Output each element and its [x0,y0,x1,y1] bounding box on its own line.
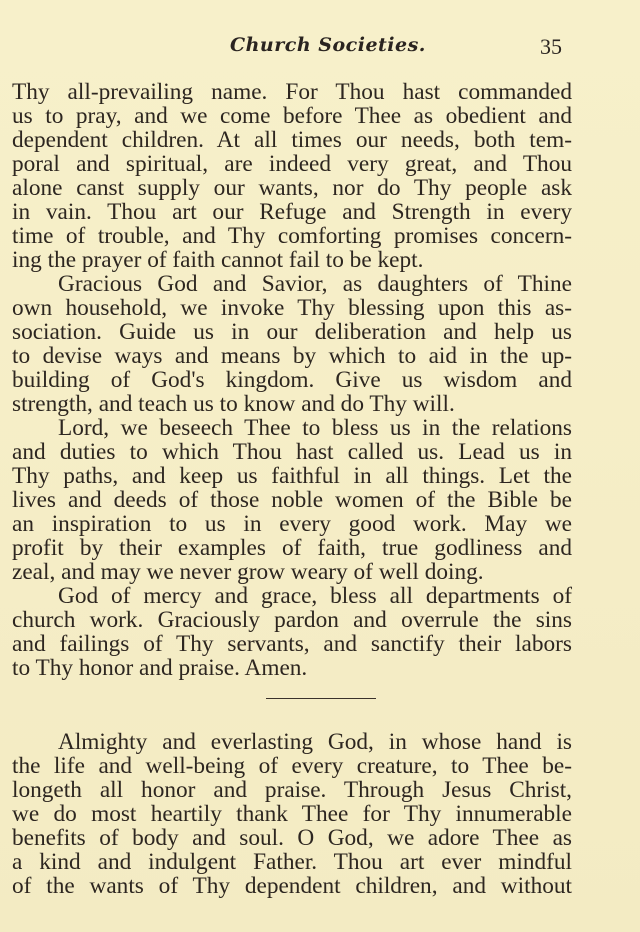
text-line: benefits of body and soul. O God, we adore Thee as [12,825,572,851]
text-line: to devise ways and means by which to aid in the up- [12,343,572,369]
text-line: lives and deeds of those noble women of the Bible be [12,487,572,513]
text-line: profit by their examples of faith, true godliness and [12,535,572,561]
text-line: longeth all honor and praise. Through Jesus Christ, [12,777,572,803]
text-line: Thy all-prevailing name. For Thou hast commanded [12,79,572,105]
running-title: Church Societies. [230,34,426,56]
text-line: in vain. Thou art our Refuge and Strength in every [12,199,572,225]
text-line: to Thy honor and praise. Amen. [12,655,308,681]
text-line: building of God's kingdom. Give us wisdom and [12,367,572,393]
page-number: 35 [540,34,562,59]
text-line: the life and well-being of every creature, to Thee be- [12,753,572,779]
text-line: Almighty and everlasting God, in whose hand is [58,729,572,755]
text-line: and failings of Thy servants, and sanctify their labors [12,631,572,657]
text-line: sociation. Guide us in our deliberation and help us [12,319,572,345]
text-line: and duties to which Thou hast called us. Lead us in [12,439,572,465]
text-line: zeal, and may we never grow weary of well doing. [12,559,484,585]
text-line: Thy paths, and keep us faithful in all things. Let the [12,463,572,489]
text-line: Gracious God and Savior, as daughters of Thine [58,271,572,297]
text-line: of the wants of Thy dependent children, and without [12,873,572,899]
text-line: strength, and teach us to know and do Thy will. [12,391,455,417]
text-line: ing the prayer of faith cannot fail to be kept. [12,247,424,273]
text-line: poral and spiritual, are indeed very great, and Thou [12,151,572,177]
text-line: a kind and indulgent Father. Thou art ever mindful [12,849,572,875]
text-line: time of trouble, and Thy comforting promises concern- [12,223,572,249]
text-line: own household, we invoke Thy blessing upon this as- [12,295,572,321]
text-line: Lord, we beseech Thee to bless us in the relations [58,415,572,441]
text-line: alone canst supply our wants, nor do Thy people ask [12,175,572,201]
page-header [0,30,640,60]
text-line: us to pray, and we come before Thee as obedient and [12,103,572,129]
text-line: dependent children. At all times our needs, both tem- [12,127,572,153]
text-line: church work. Graciously pardon and overrule the sins [12,607,572,633]
section-divider [266,698,376,699]
text-line: we do most heartily thank Thee for Thy innumerable [12,801,572,827]
text-line: an inspiration to us in every good work. May we [12,511,572,537]
text-line: God of mercy and grace, bless all departments of [58,583,572,609]
